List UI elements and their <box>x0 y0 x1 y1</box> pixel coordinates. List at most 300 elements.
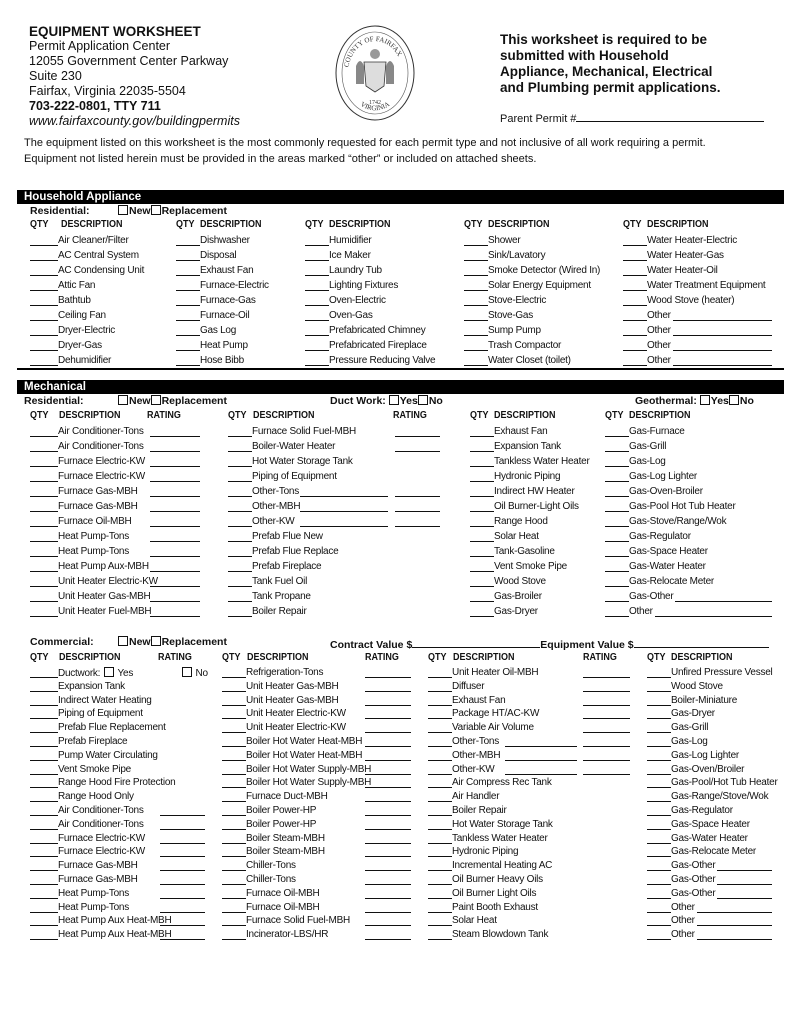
qty-input[interactable] <box>647 777 671 788</box>
rating-input[interactable] <box>365 805 411 816</box>
qty-input[interactable] <box>605 516 629 527</box>
qty-input[interactable] <box>647 915 671 926</box>
rating-input[interactable] <box>150 561 200 572</box>
other-fill-input[interactable] <box>673 310 772 321</box>
rating-input[interactable] <box>150 486 200 497</box>
qty-input[interactable] <box>647 722 671 733</box>
qty-input[interactable] <box>470 591 494 602</box>
equipment-label: Dryer-Gas <box>58 340 102 351</box>
rating-input[interactable] <box>583 750 630 761</box>
rating-input[interactable] <box>365 819 411 830</box>
qty-input[interactable] <box>428 764 452 775</box>
qty-input[interactable] <box>428 708 452 719</box>
qty-input[interactable] <box>470 486 494 497</box>
rating-input[interactable] <box>395 486 440 497</box>
rating-input[interactable] <box>365 681 411 692</box>
rating-input[interactable] <box>365 860 411 871</box>
qty-input[interactable] <box>428 860 452 871</box>
qty-input[interactable] <box>605 606 629 617</box>
household-equipment-row <box>623 340 671 352</box>
rating-input[interactable] <box>365 750 411 761</box>
rating-input[interactable] <box>583 722 630 733</box>
qty-input[interactable] <box>464 250 488 261</box>
replacement-checkbox[interactable] <box>151 205 161 215</box>
qty-input[interactable] <box>647 764 671 775</box>
new-checkbox[interactable] <box>118 395 128 405</box>
qty-input[interactable] <box>305 280 329 291</box>
qty-input[interactable] <box>222 805 246 816</box>
qty-input[interactable] <box>623 235 647 246</box>
qty-input[interactable] <box>428 695 452 706</box>
qty-input[interactable] <box>30 777 58 788</box>
qty-input[interactable] <box>30 310 58 321</box>
qty-input[interactable] <box>30 265 58 276</box>
qty-input[interactable] <box>30 516 58 527</box>
qty-input[interactable] <box>176 340 200 351</box>
qty-input[interactable] <box>623 265 647 276</box>
rating-input[interactable] <box>150 531 200 542</box>
qty-input[interactable] <box>428 667 452 678</box>
qty-input[interactable] <box>428 777 452 788</box>
qty-input[interactable] <box>222 819 246 830</box>
qty-input[interactable] <box>30 667 58 678</box>
qty-input[interactable] <box>222 860 246 871</box>
intro-line: Equipment not listed herein must be provided in the areas marked “other” or included on attached sheets. <box>24 153 537 165</box>
qty-input[interactable] <box>222 874 246 885</box>
replacement-checkbox[interactable] <box>151 395 161 405</box>
qty-input[interactable] <box>222 736 246 747</box>
other-fill-input[interactable] <box>673 355 772 366</box>
qty-input[interactable] <box>176 235 200 246</box>
rating-input[interactable] <box>160 819 205 830</box>
qty-input[interactable] <box>222 722 246 733</box>
qty-input[interactable] <box>30 486 58 497</box>
rating-input[interactable] <box>150 546 200 557</box>
qty-input[interactable] <box>428 722 452 733</box>
rating-input[interactable] <box>150 501 200 512</box>
qty-input[interactable] <box>305 295 329 306</box>
qty-input[interactable] <box>222 695 246 706</box>
commercial-equipment-row <box>647 791 768 803</box>
rating-input[interactable] <box>160 860 205 871</box>
rating-input[interactable] <box>150 426 200 437</box>
ductwork-yes-checkbox[interactable] <box>104 667 114 677</box>
qty-input[interactable] <box>222 708 246 719</box>
rating-input[interactable] <box>160 929 205 940</box>
duct-work-no-checkbox[interactable] <box>418 395 428 405</box>
qty-input[interactable] <box>623 355 647 366</box>
qty-input[interactable] <box>647 681 671 692</box>
qty-input[interactable] <box>464 355 488 366</box>
qty-input[interactable] <box>623 325 647 336</box>
qty-input[interactable] <box>222 833 246 844</box>
rating-input[interactable] <box>365 888 411 899</box>
rating-input[interactable] <box>365 777 411 788</box>
rating-input[interactable] <box>365 708 411 719</box>
other-fill-input[interactable] <box>717 874 772 885</box>
qty-input[interactable] <box>647 846 671 857</box>
qty-input[interactable] <box>228 606 252 617</box>
other-fill-input[interactable] <box>300 516 388 527</box>
qty-input[interactable] <box>647 695 671 706</box>
contract-value-input[interactable] <box>412 636 540 648</box>
new-checkbox[interactable] <box>118 636 128 646</box>
other-fill-input[interactable] <box>505 764 577 775</box>
qty-input[interactable] <box>222 777 246 788</box>
qty-input[interactable] <box>222 846 246 857</box>
qty-input[interactable] <box>30 325 58 336</box>
qty-input[interactable] <box>30 471 58 482</box>
rating-input[interactable] <box>583 736 630 747</box>
qty-input[interactable] <box>176 295 200 306</box>
rating-input[interactable] <box>150 441 200 452</box>
qty-input[interactable] <box>222 902 246 913</box>
qty-input[interactable] <box>30 340 58 351</box>
qty-input[interactable] <box>305 265 329 276</box>
description-header: DESCRIPTION <box>247 652 309 663</box>
qty-input[interactable] <box>30 722 58 733</box>
qty-input[interactable] <box>228 471 252 482</box>
qty-input[interactable] <box>647 736 671 747</box>
household-equipment-row <box>305 265 382 277</box>
other-fill-input[interactable] <box>697 902 772 913</box>
qty-input[interactable] <box>305 235 329 246</box>
qty-input[interactable] <box>30 295 58 306</box>
qty-input[interactable] <box>222 929 246 940</box>
qty-input[interactable] <box>464 295 488 306</box>
rating-input[interactable] <box>583 764 630 775</box>
qty-input[interactable] <box>30 501 58 512</box>
new-checkbox[interactable] <box>118 205 128 215</box>
qty-input[interactable] <box>647 929 671 940</box>
qty-input[interactable] <box>30 250 58 261</box>
equipment-label: Furnace Gas-MBH <box>58 860 138 872</box>
qty-input[interactable] <box>623 310 647 321</box>
equipment-label: Gas-Dryer <box>494 606 538 617</box>
geothermal-no-checkbox[interactable] <box>729 395 739 405</box>
rating-input[interactable] <box>365 846 411 857</box>
qty-input[interactable] <box>222 681 246 692</box>
qty-input[interactable] <box>605 591 629 602</box>
qty-input[interactable] <box>428 681 452 692</box>
qty-input[interactable] <box>30 915 58 926</box>
qty-input[interactable] <box>605 456 629 467</box>
qty-input[interactable] <box>176 310 200 321</box>
qty-input[interactable] <box>30 576 58 587</box>
qty-input[interactable] <box>228 426 252 437</box>
qty-input[interactable] <box>647 708 671 719</box>
rating-input[interactable] <box>365 722 411 733</box>
qty-input[interactable] <box>647 750 671 761</box>
qty-input[interactable] <box>428 805 452 816</box>
equipment-label: Unfired Pressure Vessel <box>671 667 773 678</box>
qty-input[interactable] <box>605 501 629 512</box>
qty-input[interactable] <box>647 888 671 899</box>
qty-input[interactable] <box>30 355 58 366</box>
qty-input[interactable] <box>428 750 452 761</box>
qty-input[interactable] <box>464 310 488 321</box>
rating-input[interactable] <box>365 929 411 940</box>
replacement-checkbox[interactable] <box>151 636 161 646</box>
qty-input[interactable] <box>30 561 58 572</box>
qty-input[interactable] <box>30 708 58 719</box>
qty-input[interactable] <box>30 833 58 844</box>
qty-input[interactable] <box>647 833 671 844</box>
qty-input[interactable] <box>470 426 494 437</box>
qty-input[interactable] <box>605 561 629 572</box>
qty-input[interactable] <box>470 516 494 527</box>
qty-input[interactable] <box>464 265 488 276</box>
qty-input[interactable] <box>470 501 494 512</box>
rating-input[interactable] <box>160 874 205 885</box>
qty-input[interactable] <box>305 355 329 366</box>
qty-input[interactable] <box>623 250 647 261</box>
rating-input[interactable] <box>150 576 200 587</box>
qty-input[interactable] <box>428 791 452 802</box>
qty-input[interactable] <box>647 819 671 830</box>
qty-input[interactable] <box>605 531 629 542</box>
qty-input[interactable] <box>228 486 252 497</box>
qty-input[interactable] <box>30 929 58 940</box>
qty-input[interactable] <box>305 310 329 321</box>
equipment-label: Gas-Oven-Broiler <box>629 486 703 497</box>
qty-input[interactable] <box>623 280 647 291</box>
qty-input[interactable] <box>428 888 452 899</box>
equipment-label: Laundry Tub <box>329 265 382 276</box>
commercial-equipment-row <box>222 819 316 831</box>
qty-input[interactable] <box>228 591 252 602</box>
qty-input[interactable] <box>470 456 494 467</box>
rating-input[interactable] <box>160 805 205 816</box>
qty-input[interactable] <box>228 546 252 557</box>
qty-input[interactable] <box>428 915 452 926</box>
qty-input[interactable] <box>305 340 329 351</box>
other-fill-input[interactable] <box>673 340 772 351</box>
other-fill-input[interactable] <box>697 929 772 940</box>
qty-input[interactable] <box>605 576 629 587</box>
qty-input[interactable] <box>30 860 58 871</box>
qty-input[interactable] <box>30 235 58 246</box>
equipment-label: Water Heater-Gas <box>647 250 724 261</box>
phone: 703-222-0801, TTY 711 <box>29 99 161 113</box>
other-fill-input[interactable] <box>655 606 772 617</box>
rating-input[interactable] <box>583 681 630 692</box>
qty-input[interactable] <box>30 695 58 706</box>
household-equipment-row <box>464 250 545 262</box>
qty-input[interactable] <box>30 764 58 775</box>
other-fill-input[interactable] <box>697 915 772 926</box>
qty-input[interactable] <box>30 441 58 452</box>
mechanical-equipment-row <box>470 426 547 438</box>
qty-input[interactable] <box>176 265 200 276</box>
qty-input[interactable] <box>623 295 647 306</box>
qty-input[interactable] <box>428 819 452 830</box>
household-appliance-header: Household Appliance <box>17 190 784 204</box>
equipment-label: Exhaust Fan <box>200 265 254 276</box>
qty-input[interactable] <box>30 902 58 913</box>
qty-input[interactable] <box>605 426 629 437</box>
qty-input[interactable] <box>647 667 671 678</box>
qty-input[interactable] <box>30 888 58 899</box>
qty-input[interactable] <box>176 325 200 336</box>
qty-input[interactable] <box>30 846 58 857</box>
equipment-label: Heat Pump-Tons <box>58 531 129 542</box>
qty-input[interactable] <box>464 340 488 351</box>
rating-input[interactable] <box>365 902 411 913</box>
other-fill-input[interactable] <box>505 736 577 747</box>
qty-input[interactable] <box>470 441 494 452</box>
ductwork-no-checkbox[interactable] <box>182 667 192 677</box>
commercial-equipment-row <box>222 764 371 776</box>
equipment-label: Vent Smoke Pipe <box>58 763 131 775</box>
rating-input[interactable] <box>160 902 205 913</box>
qty-input[interactable] <box>470 546 494 557</box>
qty-input[interactable] <box>428 833 452 844</box>
qty-input[interactable] <box>30 819 58 830</box>
qty-input[interactable] <box>176 250 200 261</box>
qty-input[interactable] <box>222 888 246 899</box>
other-fill-input[interactable] <box>675 591 772 602</box>
qty-input[interactable] <box>30 591 58 602</box>
qty-input[interactable] <box>30 750 58 761</box>
geothermal-yes-checkbox[interactable] <box>700 395 710 405</box>
rating-input[interactable] <box>150 471 200 482</box>
qty-input[interactable] <box>30 606 58 617</box>
qty-input[interactable] <box>228 456 252 467</box>
rating-input[interactable] <box>365 915 411 926</box>
equipment-label: Furnace Electric-KW <box>58 846 145 858</box>
qty-input[interactable] <box>428 736 452 747</box>
qty-input[interactable] <box>228 531 252 542</box>
website-link[interactable]: www.fairfaxcounty.gov/buildingpermits <box>29 114 240 128</box>
other-fill-input[interactable] <box>717 888 772 899</box>
rating-input[interactable] <box>160 888 205 899</box>
qty-input[interactable] <box>228 561 252 572</box>
qty-input[interactable] <box>605 546 629 557</box>
qty-input[interactable] <box>30 280 58 291</box>
rating-input[interactable] <box>150 456 200 467</box>
rating-input[interactable] <box>583 695 630 706</box>
qty-input[interactable] <box>647 791 671 802</box>
qty-input[interactable] <box>470 606 494 617</box>
rating-input[interactable] <box>395 441 440 452</box>
duct-work-yes-checkbox[interactable] <box>389 395 399 405</box>
qty-input[interactable] <box>30 456 58 467</box>
qty-input[interactable] <box>30 791 58 802</box>
qty-input[interactable] <box>30 681 58 692</box>
rating-input[interactable] <box>365 764 411 775</box>
qty-input[interactable] <box>470 576 494 587</box>
rating-input[interactable] <box>365 833 411 844</box>
qty-input[interactable] <box>228 576 252 587</box>
qty-input[interactable] <box>222 750 246 761</box>
qty-input[interactable] <box>176 280 200 291</box>
other-fill-input[interactable] <box>717 860 772 871</box>
qty-input[interactable] <box>30 805 58 816</box>
qty-input[interactable] <box>30 531 58 542</box>
household-equipment-row <box>176 280 269 292</box>
rating-input[interactable] <box>395 426 440 437</box>
qty-input[interactable] <box>605 486 629 497</box>
qty-input[interactable] <box>428 929 452 940</box>
equipment-label: Unit Heater Gas-MBH <box>246 680 339 692</box>
qty-input[interactable] <box>222 915 246 926</box>
qty-input[interactable] <box>464 280 488 291</box>
rating-input[interactable] <box>160 915 205 926</box>
qty-input[interactable] <box>176 355 200 366</box>
qty-input[interactable] <box>228 516 252 527</box>
qty-input[interactable] <box>305 325 329 336</box>
qty-input[interactable] <box>470 471 494 482</box>
qty-input[interactable] <box>428 902 452 913</box>
qty-input[interactable] <box>464 235 488 246</box>
rating-input[interactable] <box>395 516 440 527</box>
qty-input[interactable] <box>222 764 246 775</box>
rating-input[interactable] <box>365 667 411 678</box>
equipment-value-input[interactable] <box>634 636 769 648</box>
equipment-label: Furnace Oil-MBH <box>246 901 320 913</box>
rating-input[interactable] <box>395 501 440 512</box>
other-fill-input[interactable] <box>300 501 388 512</box>
qty-input[interactable] <box>30 874 58 885</box>
qty-input[interactable] <box>222 791 246 802</box>
qty-input[interactable] <box>647 860 671 871</box>
rating-input[interactable] <box>365 874 411 885</box>
qty-input[interactable] <box>464 325 488 336</box>
rating-input[interactable] <box>150 606 200 617</box>
qty-input[interactable] <box>605 471 629 482</box>
replacement-label: Replacement <box>161 395 227 407</box>
qty-input[interactable] <box>470 561 494 572</box>
other-fill-input[interactable] <box>300 486 388 497</box>
geothermal-label: Geothermal: <box>635 395 697 407</box>
equipment-label: Other <box>629 606 653 617</box>
rating-input[interactable] <box>365 695 411 706</box>
qty-input[interactable] <box>228 501 252 512</box>
qty-input[interactable] <box>623 340 647 351</box>
rating-input[interactable] <box>583 708 630 719</box>
qty-input[interactable] <box>647 902 671 913</box>
intro-text <box>24 135 706 167</box>
qty-input[interactable] <box>647 874 671 885</box>
equipment-label: Gas-Oven/Broiler <box>671 763 745 775</box>
rating-input[interactable] <box>150 516 200 527</box>
rating-input[interactable] <box>160 833 205 844</box>
qty-input[interactable] <box>470 531 494 542</box>
rating-input[interactable] <box>365 736 411 747</box>
qty-input[interactable] <box>30 736 58 747</box>
qty-input[interactable] <box>222 667 246 678</box>
qty-input[interactable] <box>228 441 252 452</box>
qty-input[interactable] <box>428 874 452 885</box>
qty-input[interactable] <box>30 546 58 557</box>
other-fill-input[interactable] <box>505 750 577 761</box>
qty-input[interactable] <box>605 441 629 452</box>
rating-input[interactable] <box>365 791 411 802</box>
rating-input[interactable] <box>150 591 200 602</box>
qty-input[interactable] <box>647 805 671 816</box>
qty-input[interactable] <box>30 426 58 437</box>
qty-input[interactable] <box>305 250 329 261</box>
other-fill-input[interactable] <box>673 325 772 336</box>
household-equipment-row <box>176 265 253 277</box>
rating-input[interactable] <box>160 846 205 857</box>
qty-input[interactable] <box>428 846 452 857</box>
mechanical-equipment-row <box>30 441 144 453</box>
rating-input[interactable] <box>583 667 630 678</box>
equipment-label: Boiler Steam-MBH <box>246 832 325 844</box>
parent-permit-input[interactable] <box>576 110 764 122</box>
